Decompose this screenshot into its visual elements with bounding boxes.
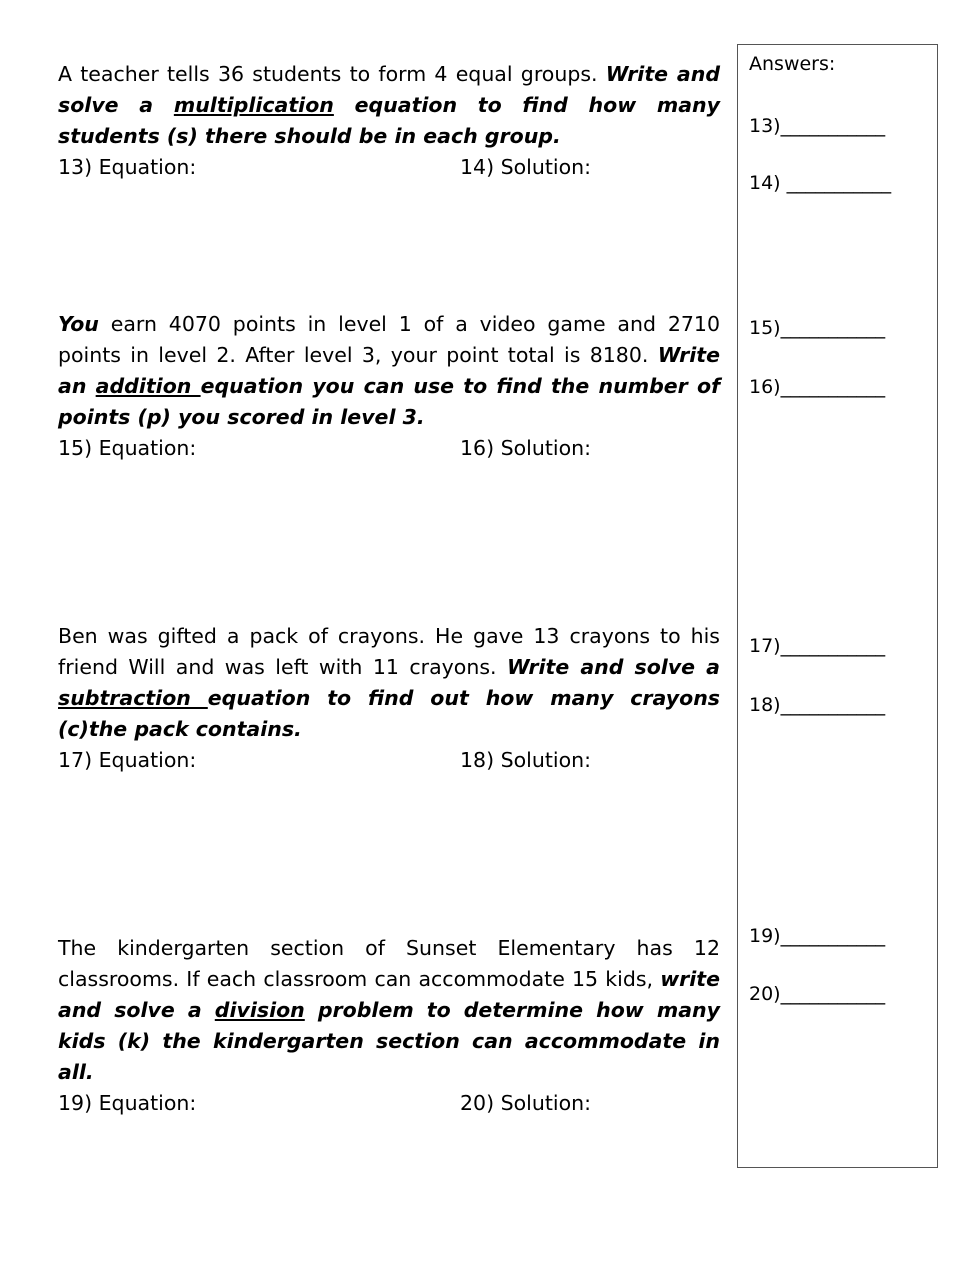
problem-1 (58, 59, 720, 183)
solution-label: 18) Solution: (460, 748, 592, 772)
answer-line-13: 13)___________ (749, 115, 886, 137)
answer-line-15: 15)___________ (749, 317, 886, 339)
problem-2 (58, 309, 720, 464)
solution-label: 16) Solution: (460, 436, 592, 460)
equation-label: 13) Equation: (58, 155, 197, 179)
answers-title: Answers: (749, 53, 836, 75)
equation-label: 15) Equation: (58, 436, 197, 460)
solution-label: 20) Solution: (460, 1091, 592, 1115)
problem-text: A teacher tells 36 students to form 4 equal groups. Write and solve a multiplication equation to find how many students (s) there should be in each group. (58, 62, 720, 148)
problem-text: The kindergarten section of Sunset Elementary has 12 classrooms. If each classroom can accommodate 15 kids, write and solve a division problem to determine how many kids (k) the kindergarten section can accommodate in all. (58, 936, 720, 1084)
answer-line-14: 14) ___________ (749, 172, 892, 194)
equation-label: 17) Equation: (58, 748, 197, 772)
answer-line-20: 20)___________ (749, 983, 886, 1005)
problem-3 (58, 621, 720, 776)
solution-label: 14) Solution: (460, 155, 592, 179)
answer-line-19: 19)___________ (749, 925, 886, 947)
problem-4 (58, 933, 720, 1119)
problem-text: Ben was gifted a pack of crayons. He gave 13 crayons to his friend Will and was left with 11 crayons. Write and solve a subtraction equation to find out how many crayons (c)the pack contains. (58, 624, 720, 741)
equation-label: 19) Equation: (58, 1091, 197, 1115)
answer-line-18: 18)___________ (749, 694, 886, 716)
answers-box (737, 44, 938, 1168)
answer-line-17: 17)___________ (749, 635, 886, 657)
problem-text: You earn 4070 points in level 1 of a video game and 2710 points in level 2. After level 3, your point total is 8180. Write an addition equation you can use to find the number of points (p) you scored in level 3. (58, 312, 720, 429)
answer-line-16: 16)___________ (749, 376, 886, 398)
